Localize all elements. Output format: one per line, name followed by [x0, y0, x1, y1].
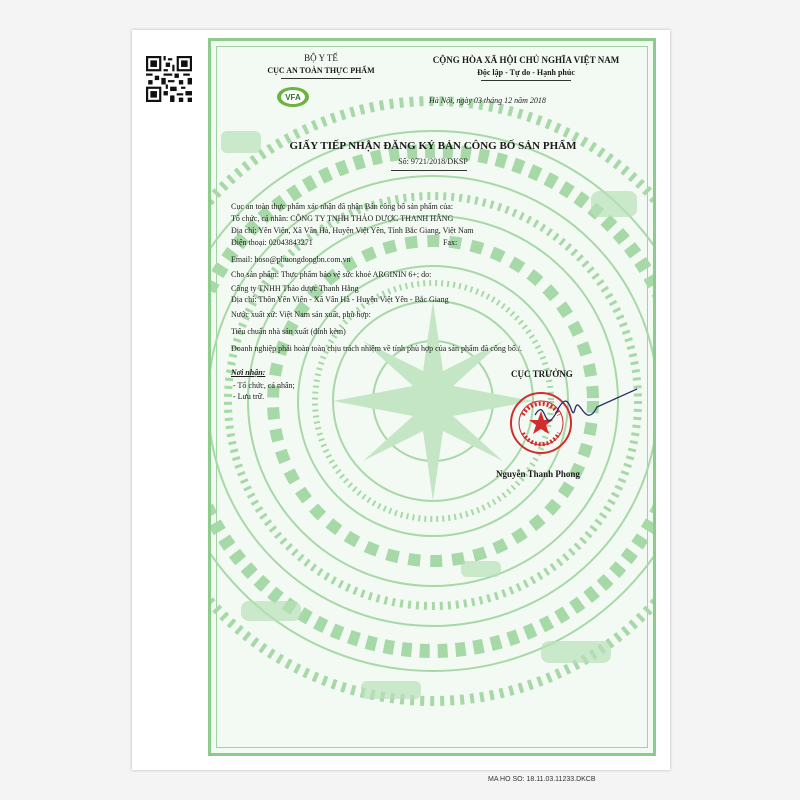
- maker-line: Công ty TNHH Thảo dược Thanh Hằng: [231, 284, 359, 293]
- logo-text: VFA: [285, 93, 301, 102]
- fax-line: Fax:: [443, 238, 458, 247]
- recipients-heading: Nơi nhận:: [231, 368, 266, 377]
- maker-address-line: Địa chỉ: Thôn Yên Viên - Xã Vân Hà - Huyện Việt Yên - Bắc Giang: [231, 295, 449, 304]
- document-number: Số: 9721/2018/DKSP: [398, 157, 468, 166]
- email-line: Email: hoso@phuongdongbn.com.vn: [231, 255, 351, 264]
- document-title: GIẤY TIẾP NHẬN ĐĂNG KÝ BẢN CÔNG BỐ SẢN PHẨM: [289, 140, 577, 152]
- vfa-logo: [275, 85, 311, 109]
- phone-line: Điện thoại: 02043843271: [231, 238, 313, 247]
- certificate: [208, 38, 656, 756]
- intro-line: Cục an toàn thực phẩm xác nhận đã nhận Bản công bố sản phẩm của:: [231, 202, 454, 211]
- motto: Độc lập - Tự do - Hạnh phúc: [477, 68, 575, 77]
- address-line: Địa chỉ: Yên Viên, Xã Vân Hà, Huyện Việt Yên, Tỉnh Bắc Giang, Việt Nam: [231, 226, 474, 235]
- file-code: MA HO SO: 18.11.03.11233.DKCB: [488, 776, 596, 783]
- motto-underline: [481, 80, 571, 81]
- recipient-item: - Tổ chức, cá nhân;: [233, 381, 295, 390]
- place-date: Hà Nội, ngày 03 tháng 12 năm 2018: [429, 96, 546, 105]
- ministry-name: BỘ Y TẾ: [304, 53, 338, 63]
- standard-line: Tiêu chuẩn nhà sản xuất (đính kèm): [231, 327, 346, 336]
- product-line: Cho sản phẩm: Thực phẩm bảo vệ sức khoẻ ARGININ 6+; do:: [231, 270, 432, 279]
- organization-line: Tổ chức, cá nhân: CÔNG TY TNHH THẢO DƯỢC THANH HẰNG: [231, 214, 454, 223]
- responsibility-line: Doanh nghiệp phải hoàn toàn chịu trách nhiệm về tính phù hợp của sản phẩm đã công bố./.: [231, 344, 523, 353]
- recipient-item: - Lưu trữ.: [233, 392, 265, 401]
- number-underline: [391, 170, 467, 171]
- agency-underline: [281, 78, 361, 79]
- agency-name: CỤC AN TOÀN THỰC PHẨM: [267, 66, 375, 75]
- qr-code: [146, 56, 192, 102]
- signer-name: Nguyễn Thanh Phong: [496, 469, 580, 479]
- origin-line: Nước xuất xứ: Việt Nam sản xuất, phù hợp:: [231, 310, 371, 319]
- official-seal: [501, 385, 651, 459]
- nation-name: CỘNG HÒA XÃ HỘI CHỦ NGHĨA VIỆT NAM: [432, 55, 620, 65]
- signer-role: CỤC TRƯỞNG: [511, 369, 573, 379]
